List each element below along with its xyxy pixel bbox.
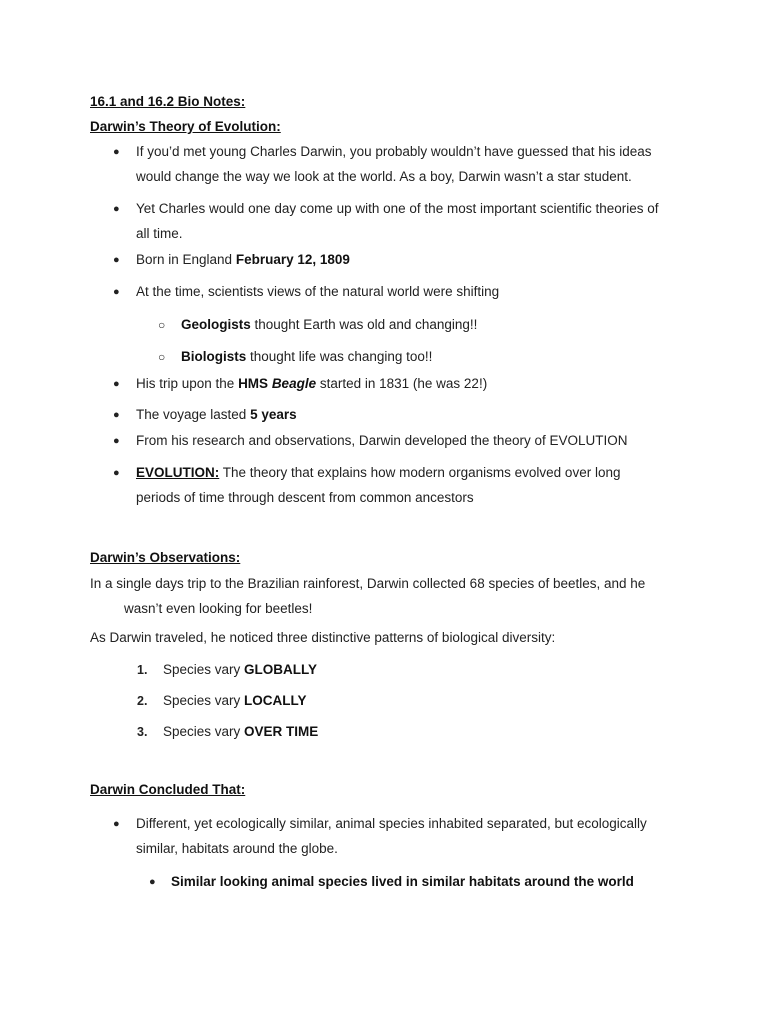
- trip-year-text: started in 1831 (he was 22!): [316, 376, 488, 391]
- observations-paragraph-1-line-1: In a single days trip to the Brazilian rainforest, Darwin collected 68 species of beetles, and he: [90, 576, 646, 591]
- theory-bullet-3: [136, 251, 350, 269]
- theory-sub-bullet-geologists: [181, 316, 477, 334]
- theory-bullet-1-line-1: If you’d met young Charles Darwin, you probably wouldn’t have guessed that his ideas: [136, 144, 652, 159]
- theory-bullet-2-line-1: Yet Charles would one day come up with one of the most important scientific theories of: [136, 201, 659, 216]
- pattern-text: Species vary: [163, 724, 245, 739]
- theory-sub-bullet-biologists: [181, 348, 432, 366]
- pattern-keyword: OVER TIME: [244, 724, 319, 739]
- document-title: 16.1 and 16.2 Bio Notes:: [90, 94, 246, 109]
- list-number: 3.: [137, 725, 148, 739]
- bullet-icon: ●: [149, 876, 156, 888]
- bullet-icon: ●: [113, 203, 120, 215]
- biologists-text: thought life was changing too!!: [246, 349, 433, 364]
- section-heading-theory: Darwin’s Theory of Evolution:: [90, 119, 281, 134]
- bullet-icon: ●: [113, 254, 120, 266]
- pattern-keyword: GLOBALLY: [244, 662, 318, 677]
- beagle-text: Beagle: [271, 376, 317, 391]
- born-text: Born in England: [136, 252, 236, 267]
- pattern-item-over-time: [163, 723, 318, 741]
- pattern-text: Species vary: [163, 662, 245, 677]
- evolution-definition: The theory that explains how modern organisms evolved over long: [219, 465, 621, 480]
- geologists-text: thought Earth was old and changing!!: [250, 317, 478, 332]
- observations-paragraph-2: As Darwin traveled, he noticed three distinctive patterns of biological diversity:: [90, 630, 556, 645]
- pattern-keyword: LOCALLY: [244, 693, 307, 708]
- trip-text: His trip upon the: [136, 376, 239, 391]
- pattern-text: Species vary: [163, 693, 245, 708]
- section-heading-concluded: Darwin Concluded That:: [90, 782, 246, 797]
- evolution-term: EVOLUTION:: [136, 465, 220, 480]
- biologists-term: Biologists: [181, 349, 247, 364]
- theory-bullet-8-line-1: [136, 464, 620, 482]
- hms-text: HMS: [238, 376, 272, 391]
- pattern-item-locally: [163, 692, 307, 710]
- voyage-duration: 5 years: [250, 407, 297, 422]
- bullet-icon: ●: [113, 435, 120, 447]
- birth-date: February 12, 1809: [235, 252, 350, 267]
- pattern-item-globally: [163, 661, 317, 679]
- bullet-icon: ●: [113, 286, 120, 298]
- list-number: 1.: [137, 663, 148, 677]
- circle-bullet-icon: ○: [158, 350, 166, 364]
- bullet-icon: ●: [113, 378, 120, 390]
- bullet-icon: ●: [113, 409, 120, 421]
- theory-bullet-1-line-2: would change the way we look at the world. As a boy, Darwin wasn’t a star student.: [136, 169, 632, 184]
- theory-bullet-2-line-2: all time.: [136, 226, 183, 241]
- theory-bullet-6: [136, 406, 297, 424]
- section-heading-observations: Darwin’s Observations:: [90, 550, 241, 565]
- observations-paragraph-1-line-2: wasn’t even looking for beetles!: [124, 601, 313, 616]
- voyage-text: The voyage lasted: [136, 407, 251, 422]
- theory-bullet-7: From his research and observations, Darwin developed the theory of EVOLUTION: [136, 433, 628, 448]
- theory-bullet-4: At the time, scientists views of the natural world were shifting: [136, 284, 500, 299]
- bullet-icon: ●: [113, 146, 120, 158]
- circle-bullet-icon: ○: [158, 318, 166, 332]
- bullet-icon: ●: [113, 467, 120, 479]
- concluded-sub-bullet: Similar looking animal species lived in similar habitats around the world: [171, 874, 634, 889]
- geologists-term: Geologists: [181, 317, 251, 332]
- bullet-icon: ●: [113, 818, 120, 830]
- concluded-bullet-1-line-1: Different, yet ecologically similar, animal species inhabited separated, but ecologically: [136, 816, 647, 831]
- theory-bullet-8-line-2: periods of time through descent from common ancestors: [136, 490, 474, 505]
- theory-bullet-5: [136, 375, 487, 393]
- concluded-bullet-1-line-2: similar, habitats around the globe.: [136, 841, 338, 856]
- list-number: 2.: [137, 694, 148, 708]
